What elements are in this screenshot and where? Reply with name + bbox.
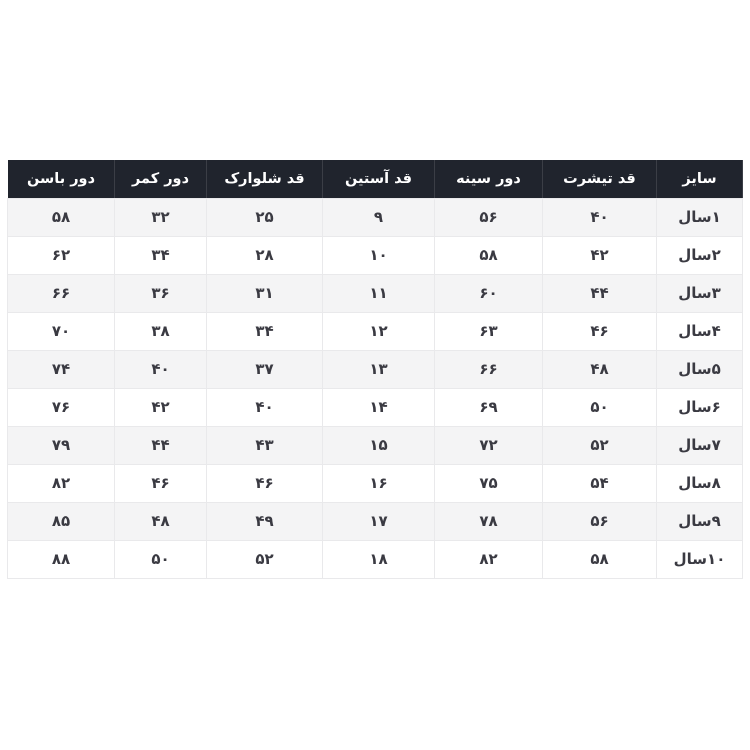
cell: ۶۶ xyxy=(435,350,543,388)
cell: ۱۳ xyxy=(323,350,435,388)
cell: ۶۰ xyxy=(435,274,543,312)
cell: ۵۸ xyxy=(8,198,115,236)
cell: ۱۵ xyxy=(323,426,435,464)
cell: ۵۴ xyxy=(543,464,657,502)
cell: ۷۹ xyxy=(8,426,115,464)
cell: ۵۶ xyxy=(435,198,543,236)
cell: ۶۶ xyxy=(8,274,115,312)
cell: ۲۵ xyxy=(207,198,323,236)
table-row xyxy=(8,350,743,388)
table-row xyxy=(8,198,743,236)
table-row xyxy=(8,312,743,350)
cell: ۱۱ xyxy=(323,274,435,312)
cell: ۳۷ xyxy=(207,350,323,388)
size-chart-body xyxy=(8,198,743,578)
cell: ۹سال xyxy=(657,502,743,540)
cell: ۱۶ xyxy=(323,464,435,502)
cell: ۳۲ xyxy=(115,198,207,236)
cell: ۵۰ xyxy=(543,388,657,426)
cell: ۴۸ xyxy=(115,502,207,540)
cell: ۵۸ xyxy=(435,236,543,274)
cell: ۴۸ xyxy=(543,350,657,388)
table-row xyxy=(8,236,743,274)
cell: ۸۲ xyxy=(435,540,543,578)
cell: ۴۲ xyxy=(115,388,207,426)
cell: ۸۸ xyxy=(8,540,115,578)
cell: ۱۰سال xyxy=(657,540,743,578)
cell: ۴۰ xyxy=(543,198,657,236)
header-row xyxy=(8,160,743,198)
cell: ۳سال xyxy=(657,274,743,312)
cell: ۵۲ xyxy=(543,426,657,464)
cell: ۳۴ xyxy=(115,236,207,274)
cell: ۵۸ xyxy=(543,540,657,578)
table-row xyxy=(8,502,743,540)
column-header-3: قد آستین xyxy=(323,160,435,198)
cell: ۶سال xyxy=(657,388,743,426)
cell: ۴۰ xyxy=(207,388,323,426)
cell: ۲سال xyxy=(657,236,743,274)
cell: ۳۸ xyxy=(115,312,207,350)
size-chart-container xyxy=(8,160,743,579)
table-row xyxy=(8,464,743,502)
column-header-2: دور سینه xyxy=(435,160,543,198)
cell: ۱۴ xyxy=(323,388,435,426)
cell: ۱۷ xyxy=(323,502,435,540)
cell: ۵۲ xyxy=(207,540,323,578)
cell: ۴سال xyxy=(657,312,743,350)
column-header-6: دور باسن xyxy=(8,160,115,198)
column-header-5: دور کمر xyxy=(115,160,207,198)
cell: ۴۳ xyxy=(207,426,323,464)
cell: ۴۶ xyxy=(207,464,323,502)
cell: ۶۲ xyxy=(8,236,115,274)
cell: ۴۴ xyxy=(115,426,207,464)
cell: ۲۸ xyxy=(207,236,323,274)
column-header-4: قد شلوارک xyxy=(207,160,323,198)
cell: ۳۱ xyxy=(207,274,323,312)
cell: ۱سال xyxy=(657,198,743,236)
cell: ۷۸ xyxy=(435,502,543,540)
cell: ۵سال xyxy=(657,350,743,388)
table-row xyxy=(8,388,743,426)
cell: ۷۶ xyxy=(8,388,115,426)
table-row xyxy=(8,426,743,464)
cell: ۶۹ xyxy=(435,388,543,426)
cell: ۸۲ xyxy=(8,464,115,502)
cell: ۸سال xyxy=(657,464,743,502)
cell: ۴۴ xyxy=(543,274,657,312)
column-header-0: سایز xyxy=(657,160,743,198)
cell: ۶۳ xyxy=(435,312,543,350)
cell: ۷۲ xyxy=(435,426,543,464)
cell: ۱۸ xyxy=(323,540,435,578)
cell: ۸۵ xyxy=(8,502,115,540)
cell: ۴۶ xyxy=(543,312,657,350)
cell: ۷۵ xyxy=(435,464,543,502)
cell: ۳۴ xyxy=(207,312,323,350)
cell: ۵۶ xyxy=(543,502,657,540)
cell: ۷۴ xyxy=(8,350,115,388)
cell: ۱۰ xyxy=(323,236,435,274)
cell: ۱۲ xyxy=(323,312,435,350)
table-row xyxy=(8,540,743,578)
column-header-1: قد تیشرت xyxy=(543,160,657,198)
cell: ۴۹ xyxy=(207,502,323,540)
cell: ۵۰ xyxy=(115,540,207,578)
cell: ۷سال xyxy=(657,426,743,464)
cell: ۹ xyxy=(323,198,435,236)
size-chart-head xyxy=(8,160,743,198)
size-chart-table xyxy=(7,160,743,579)
cell: ۴۶ xyxy=(115,464,207,502)
cell: ۳۶ xyxy=(115,274,207,312)
cell: ۷۰ xyxy=(8,312,115,350)
table-row xyxy=(8,274,743,312)
cell: ۴۰ xyxy=(115,350,207,388)
cell: ۴۲ xyxy=(543,236,657,274)
